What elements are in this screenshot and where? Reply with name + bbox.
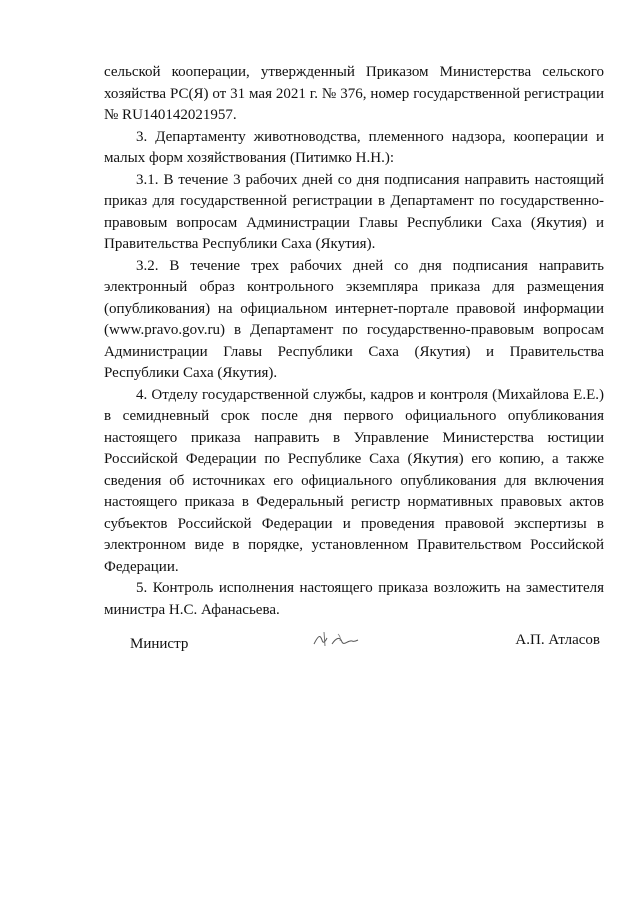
signatory-name: А.П. Атласов <box>515 632 600 648</box>
paragraph-item-3-2: 3.2. В течение трех рабочих дней со дня подписания направить электронный образ контрольного экземпляра приказа для размещения (опубликования) на официальном интернет-портале правовой информации (www.pravo.gov.ru) в Департамент по государственно-правовым вопросам Администрации Главы Республики Саха (Якутия) и Правительства Республики Саха (Якутия). <box>104 257 604 381</box>
signature-block <box>130 632 600 662</box>
paragraph-item-3-1: 3.1. В течение 3 рабочих дней со дня подписания направить настоящий приказ для государственной регистрации в Департамент по государственно-правовым вопросам Администрации Главы Республики Саха (Якутия) и Правительства Республики Саха (Якутия). <box>104 171 604 252</box>
paragraph-continuation: сельской кооперации, утвержденный Приказом Министерства сельского хозяйства РС(Я) от 31 мая 2021 г. № 376, номер государственной регистрации № RU140142021957. <box>104 64 604 123</box>
position-title: Министр <box>130 636 189 652</box>
paragraph-item-4: 4. Отделу государственной службы, кадров и контроля (Михайлова Е.Е.) в семидневный срок после дня первого официального опубликования настоящего приказа направить в Управление Министерства юстиции Российской Федерации по Республике Саха (Якутия) его копию, а также сведения об источниках его официального опубликования для включения настоящего приказа в Федеральный регистр нормативных правовых актов субъектов Российской Федерации и проведения правовой экспертизы в электронном виде в порядке, установленном Правительством Российской Федерации. <box>104 386 604 575</box>
paragraph-item-5: 5. Контроль исполнения настоящего приказа возложить на заместителя министра Н.С. Афанасьева. <box>104 580 604 618</box>
paragraph-item-3: 3. Департаменту животноводства, племенного надзора, кооперации и малых форм хозяйствования (Питимко Н.Н.): <box>104 128 604 166</box>
handwritten-signature <box>310 624 370 654</box>
